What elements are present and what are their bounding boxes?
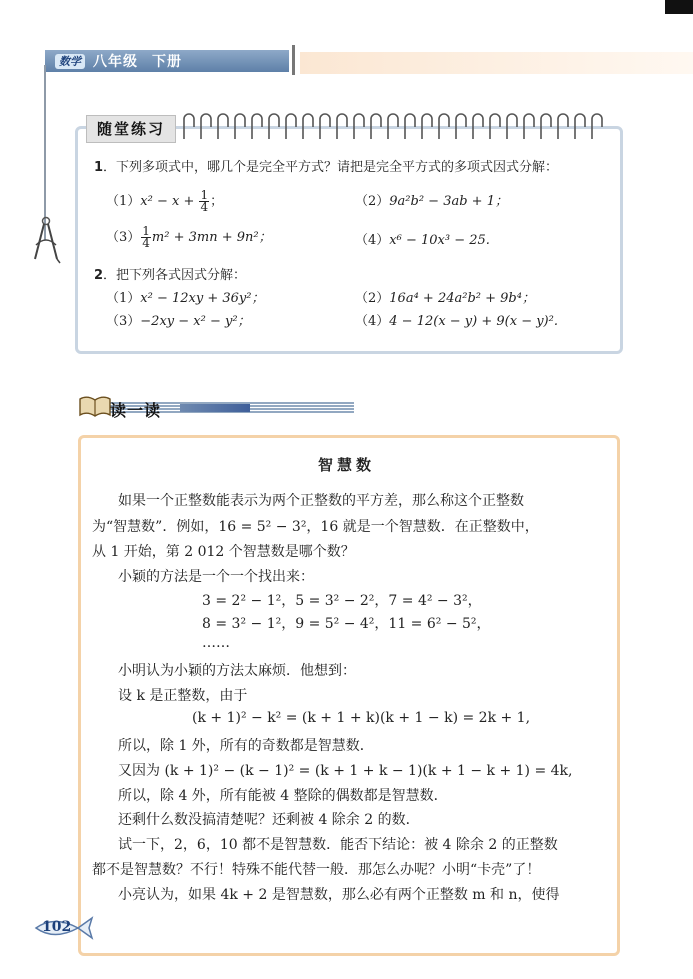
text-line: 为“智慧数”．例如，16 = 5² − 3²，16 就是一个智慧数．在正整数中， bbox=[92, 519, 539, 535]
denominator: 4 bbox=[142, 236, 150, 250]
item-expression: 4 − 12(x − y) + 9(x − y)². bbox=[389, 314, 558, 329]
q1-item-2 bbox=[355, 190, 508, 209]
chapter-header bbox=[45, 50, 289, 72]
question-text: ．把下列各式因式分解： bbox=[103, 268, 247, 283]
item-expression: 9a²b² − 3ab + 1； bbox=[389, 194, 508, 209]
text-line: 所以，除 1 外，所有的奇数都是智慧数． bbox=[118, 738, 374, 754]
q2-item-3 bbox=[106, 310, 251, 329]
q2-item-1 bbox=[106, 287, 264, 306]
text-line: 小明认为小颖的方法太麻烦．他想到： bbox=[118, 663, 356, 679]
header-decoration bbox=[300, 52, 693, 74]
text-line: 从 1 开始，第 2 012 个智慧数是哪个数？ bbox=[92, 544, 355, 560]
section-accent bbox=[180, 404, 250, 412]
formula-line: (k + 1)² − k² = (k + 1 + k)(k + 1 − k) = 2k + 1, bbox=[192, 710, 531, 726]
section-title: 读一读 bbox=[110, 401, 162, 420]
item-expression: m² + 3mn + 9n²； bbox=[151, 230, 272, 245]
volume-label: 下册 bbox=[152, 54, 182, 70]
ellipsis: …… bbox=[202, 635, 230, 651]
text-line: 都不是智慧数？不行！特殊不能代替一般．那怎么办呢？小明“卡壳”了！ bbox=[92, 862, 541, 878]
item-label: （4） bbox=[355, 314, 390, 329]
question-2 bbox=[94, 264, 246, 283]
page-number-text: 102 bbox=[42, 919, 72, 935]
practice-title: 随堂练习 bbox=[86, 115, 176, 143]
numerator: 1 bbox=[142, 224, 150, 238]
item-expression: x⁶ − 10x³ − 25. bbox=[389, 233, 490, 248]
item-label: （3） bbox=[106, 314, 141, 329]
item-label: （4） bbox=[355, 233, 390, 248]
text-line: 小颖的方法是一个一个找出来： bbox=[118, 569, 314, 585]
question-number: 1 bbox=[94, 160, 104, 175]
q1-item-3 bbox=[106, 226, 272, 249]
text-line: 小亮认为，如果 4k + 2 是智慧数，那么必有两个正整数 m 和 n，使得 bbox=[118, 887, 560, 903]
compass-icon bbox=[30, 215, 66, 265]
item-expression: x² − 12xy + 36y²； bbox=[140, 291, 265, 306]
formula-line: 8 = 3² − 1²，9 = 5² − 4²，11 = 6² − 5²， bbox=[202, 616, 491, 632]
fraction bbox=[199, 190, 209, 213]
fraction bbox=[141, 226, 151, 249]
open-book-icon bbox=[78, 393, 112, 419]
box-title: 智慧数 bbox=[317, 456, 375, 474]
q2-item-4 bbox=[355, 310, 558, 329]
corner-mark bbox=[665, 0, 693, 14]
denominator: 4 bbox=[200, 200, 209, 214]
header-divider bbox=[292, 45, 295, 75]
item-suffix: ； bbox=[210, 194, 224, 209]
text-line: 设 k 是正整数，由于 bbox=[118, 688, 248, 704]
text-line: 还剩什么数没搞清楚呢？还剩被 4 除余 2 的数． bbox=[118, 812, 420, 828]
text-line: 试一下，2，6，10 都不是智慧数．能否下结论：被 4 除余 2 的正整数 bbox=[118, 837, 558, 853]
text-line: 又因为 (k + 1)² − (k − 1)² = (k + 1 + k − 1)(k + 1 − k + 1) = 4k, bbox=[118, 763, 573, 779]
subject-badge: 数学 bbox=[55, 54, 85, 69]
item-label: （1） bbox=[106, 291, 141, 306]
item-label: （2） bbox=[355, 291, 390, 306]
q1-item-4 bbox=[355, 229, 490, 248]
question-1 bbox=[94, 156, 558, 175]
question-text: ．下列多项式中，哪几个是完全平方式？请把是完全平方式的多项式因式分解： bbox=[103, 160, 559, 175]
item-expression: −2xy − x² − y²； bbox=[140, 314, 251, 329]
item-label: （1） bbox=[106, 194, 141, 209]
item-label: （3） bbox=[106, 230, 141, 245]
q1-item-1 bbox=[106, 190, 223, 213]
page-number bbox=[34, 915, 94, 941]
spiral-binding-icon bbox=[178, 105, 608, 145]
margin-line bbox=[44, 65, 46, 240]
q2-item-2 bbox=[355, 287, 535, 306]
numerator: 1 bbox=[200, 188, 209, 202]
text-line: 所以，除 4 外，所有能被 4 整除的偶数都是智慧数． bbox=[118, 788, 448, 804]
grade-label: 八年级 bbox=[93, 54, 138, 70]
item-expression: x² − x + bbox=[140, 194, 199, 209]
item-expression: 16a⁴ + 24a²b² + 9b⁴； bbox=[389, 291, 535, 306]
question-number: 2 bbox=[94, 268, 104, 283]
text-line: 如果一个正整数能表示为两个正整数的平方差，那么称这个正整数 bbox=[118, 493, 524, 509]
item-label: （2） bbox=[355, 194, 390, 209]
formula-line: 3 = 2² − 1²，5 = 3² − 2²，7 = 4² − 3²， bbox=[202, 593, 482, 609]
